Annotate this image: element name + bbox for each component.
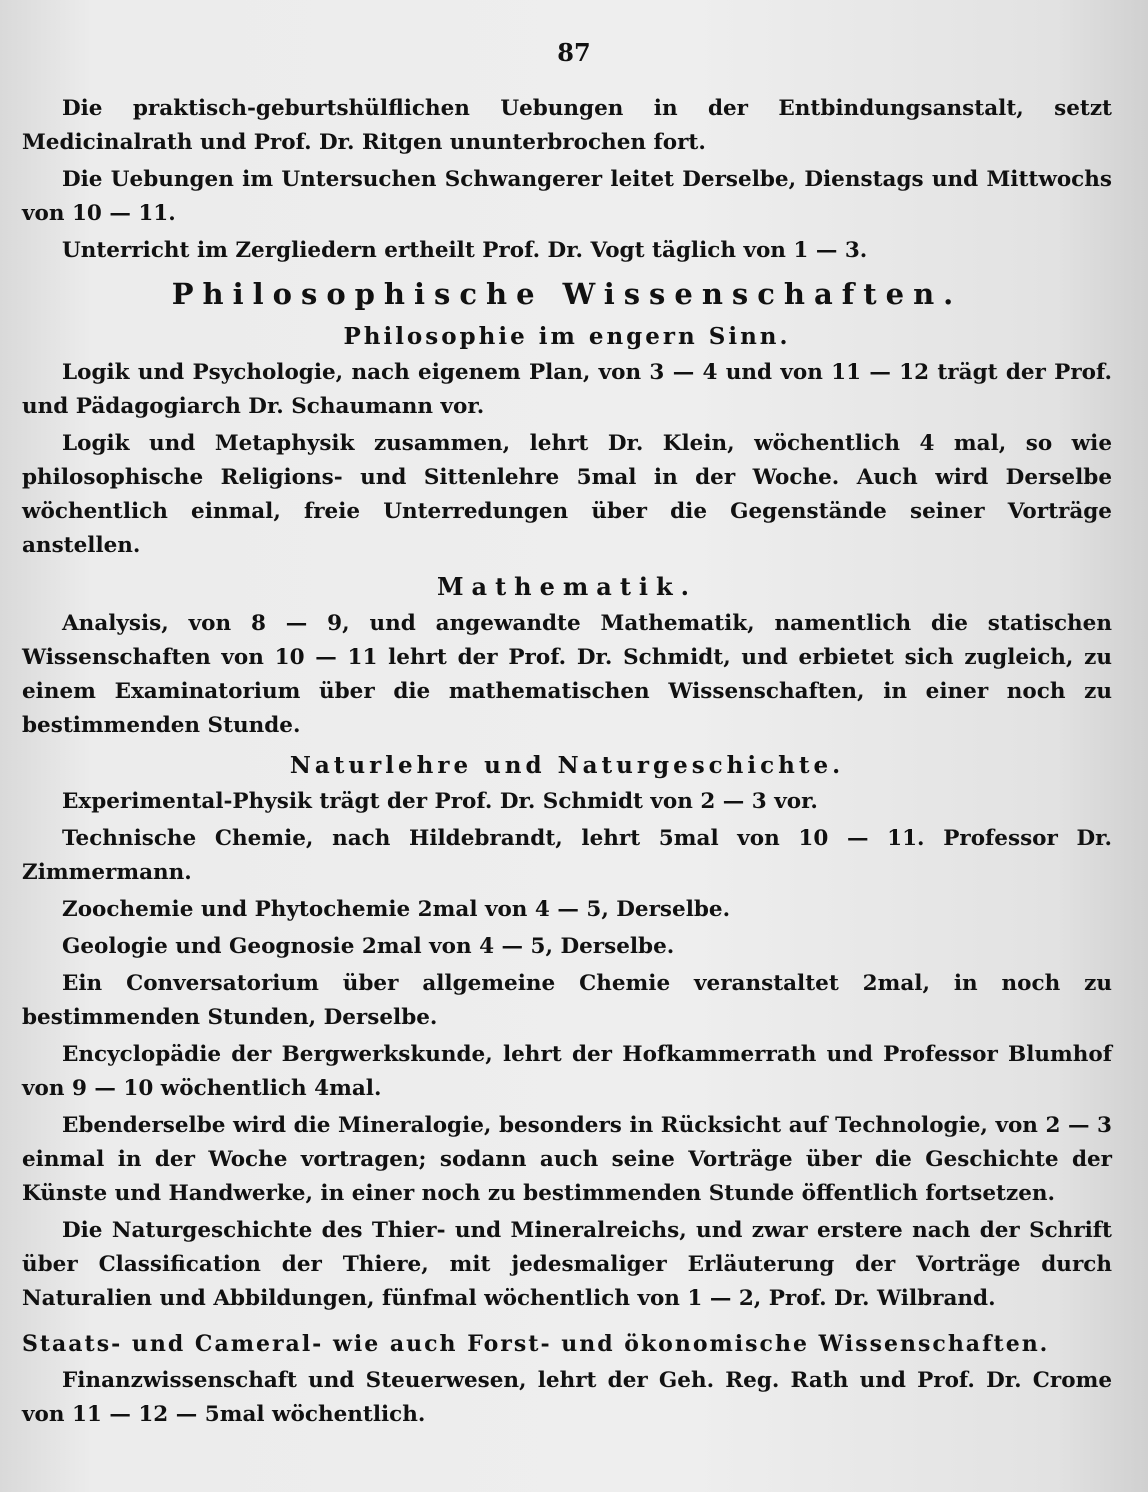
paragraph: Zoochemie und Phytochemie 2mal von 4 — 5, Derselbe. [62,897,731,922]
paragraph: Encyclopädie der Bergwerkskunde, lehrt der Hofkammerrath und Professor Blumhof von 9 — 10 wöchentlich 4mal. [22,1042,1112,1101]
subsection-heading-nature: Naturlehre und Naturgeschichte. [289,752,845,779]
paragraph: Ein Conversatorium über allgemeine Chemie veranstaltet 2mal, in noch zu bestimmenden Stunden, Derselbe. [22,971,1112,1030]
paragraph: Finanzwissenschaft und Steuerwesen, lehrt der Geh. Reg. Rath und Prof. Dr. Crome von 11 — 12 — 5mal wöchentlich. [22,1368,1112,1427]
page-body [22,92,1112,1435]
paragraph: Die Naturgeschichte des Thier- und Mineralreichs, und zwar erstere nach der Schrift über Classification der Thiere, mit jedesmaliger Erläuterung der Vorträge durch Naturalien und Abbildungen, fünfmal wöchentlich von 1 — 2, Prof. Dr. Wilbrand. [22,1218,1112,1311]
subsection-heading-philosophy: Philosophie im engern Sinn. [343,323,791,350]
page-number: 87 [557,38,591,67]
paragraph: Logik und Psychologie, nach eigenem Plan, von 3 — 4 und von 11 — 12 trägt der Prof. und Pädagogiarch Dr. Schaumann vor. [22,360,1112,419]
paragraph: Experimental-Physik trägt der Prof. Dr. Schmidt von 2 — 3 vor. [62,789,818,814]
paragraph: Technische Chemie, nach Hildebrandt, lehrt 5mal von 10 — 11. Professor Dr. Zimmermann. [22,826,1112,885]
paragraph: Logik und Metaphysik zusammen, lehrt Dr. Klein, wöchentlich 4 mal, so wie philosophische Religions- und Sittenlehre 5mal in der Woche. Auch wird Derselbe wöchentlich einmal, freie Unterredungen über die Gegenstände seiner Vorträge anstellen. [22,431,1112,558]
paragraph: Unterricht im Zergliedern ertheilt Prof. Dr. Vogt täglich von 1 — 3. [62,238,868,263]
paragraph: Analysis, von 8 — 9, und angewandte Mathematik, namentlich die statischen Wissenschaften von 10 — 11 lehrt der Prof. Dr. Schmidt, und erbietet sich zugleich, zu einem Examinatorium über die mathematischen Wissenschaften, in einer noch zu bestimmenden Stunde. [22,611,1112,738]
section-heading-state: Staats- und Cameral- wie auch Forst- und ökonomische Wissenschaften. [22,1331,1050,1357]
paragraph: Ebenderselbe wird die Mineralogie, besonders in Rücksicht auf Technologie, von 2 — 3 einmal in der Woche vortragen; sodann auch seine Vorträge über die Geschichte der Künste und Handwerke, in einer noch zu bestimmenden Stunde öffentlich fortsetzen. [22,1113,1112,1206]
paragraph: Geologie und Geognosie 2mal von 4 — 5, Derselbe. [62,934,675,959]
subsection-heading-math: Mathematik. [436,572,698,601]
section-heading-philosophy: Philosophische Wissenschaften. [171,277,963,311]
paragraph: Die praktisch-geburtshülflichen Uebungen in der Entbindungsanstalt, setzt Medicinalrath und Prof. Dr. Ritgen ununterbrochen fort. [22,96,1112,155]
paragraph: Die Uebungen im Untersuchen Schwangerer leitet Derselbe, Dienstags und Mittwochs von 10 — 11. [22,167,1112,226]
